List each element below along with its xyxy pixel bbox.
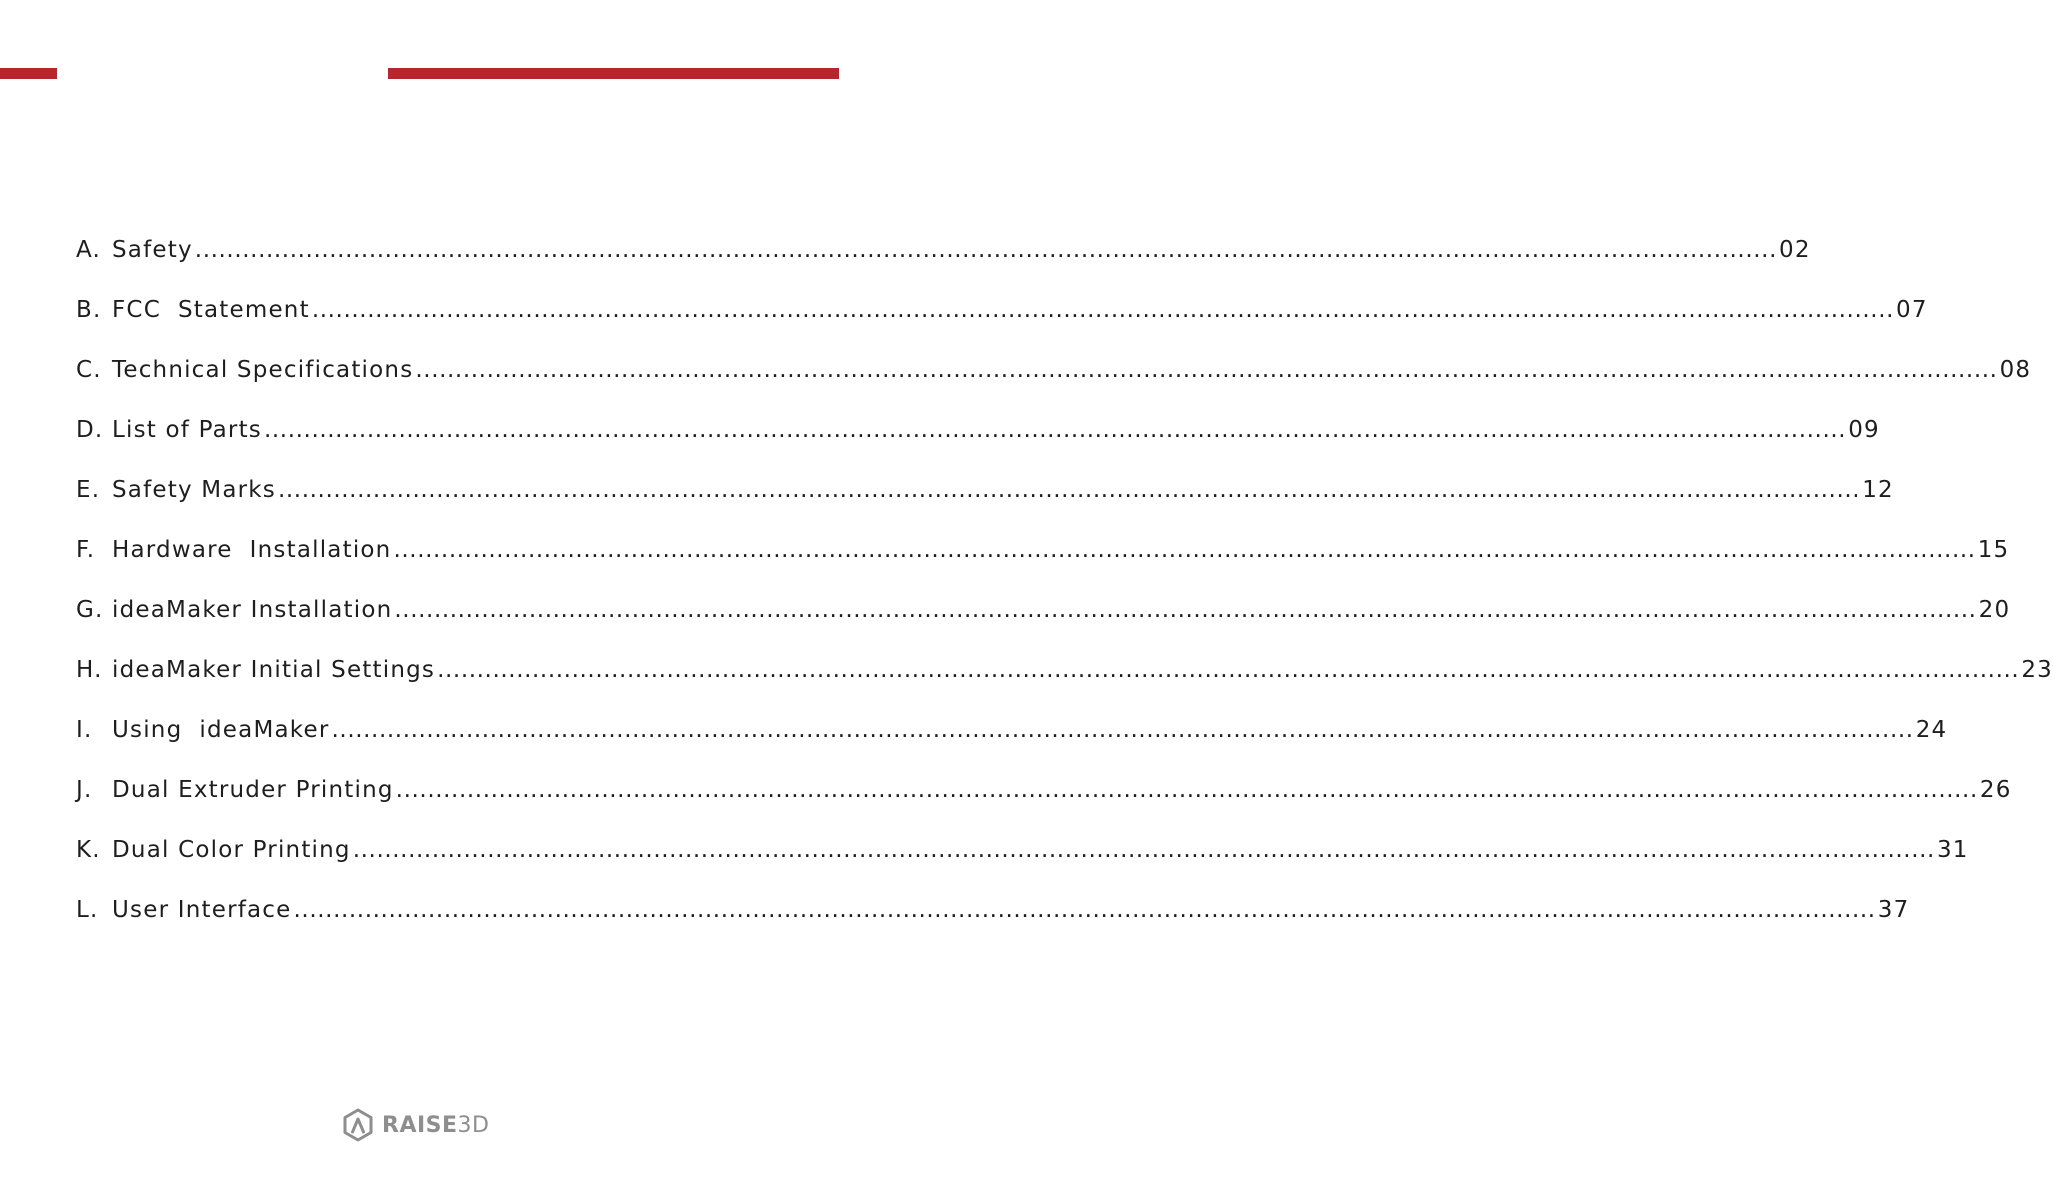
toc-entry-page-number: 08 (1999, 356, 2032, 383)
toc-entry-title: Hardware Installation (112, 536, 392, 563)
toc-dot-leader: ........................................................................................................................................................................................................ (415, 356, 1998, 383)
toc-entry[interactable] (76, 400, 1880, 460)
toc-entry-page-number: 37 (1877, 896, 1910, 923)
toc-entry-page-number: 09 (1848, 416, 1880, 443)
toc-entry-title: ideaMaker Installation (112, 596, 393, 623)
toc-entry[interactable] (76, 640, 2053, 700)
toc-entry-page-number: 23 (2021, 656, 2053, 683)
toc-entry-title: FCC Statement (112, 296, 310, 323)
brand-wordmark-bold: RAISE (382, 1112, 458, 1138)
toc-entry[interactable] (76, 580, 2011, 640)
toc-entry-page-number: 15 (1977, 536, 2010, 563)
header-accent-bar-right (388, 68, 839, 79)
toc-entry-title: Dual Color Printing (112, 836, 351, 863)
toc-entry[interactable] (76, 520, 2010, 580)
toc-dot-leader: ........................................................................................................................................................................................................ (395, 776, 1978, 803)
toc-entry[interactable] (76, 880, 1910, 940)
toc-entry[interactable] (76, 460, 1894, 520)
toc-entry-letter: D. (76, 416, 104, 443)
brand-wordmark-light: 3D (457, 1112, 490, 1138)
toc-dot-leader: ........................................................................................................................................................................................................ (194, 236, 1777, 263)
toc-entry-title: ideaMaker Initial Settings (112, 656, 436, 683)
toc-entry-title: User Interface (112, 896, 292, 923)
header-accent-bar-left (0, 68, 57, 79)
toc-entry-title: Safety Marks (112, 476, 276, 503)
toc-dot-leader: ........................................................................................................................................................................................................ (331, 716, 1914, 743)
toc-entry-letter: J. (76, 776, 93, 803)
toc-entry-letter: B. (76, 296, 102, 323)
toc-entry-letter: G. (76, 596, 104, 623)
toc-entry[interactable] (76, 820, 1969, 880)
toc-entry-letter: L. (76, 896, 99, 923)
toc-entry-page-number: 07 (1896, 296, 1928, 323)
toc-entry-title: Dual Extruder Printing (112, 776, 394, 803)
toc-entry-letter: E. (76, 476, 101, 503)
toc-dot-leader: ........................................................................................................................................................................................................ (293, 896, 1876, 923)
toc-entry-page-number: 24 (1915, 716, 1948, 743)
toc-entry-letter: F. (76, 536, 96, 563)
brand-logo (342, 1108, 489, 1142)
table-of-contents (76, 220, 2053, 940)
toc-entry-page-number: 02 (1779, 236, 1811, 263)
toc-entry-title: Technical Specifications (112, 356, 414, 383)
toc-entry-letter: H. (76, 656, 103, 683)
toc-dot-leader: ........................................................................................................................................................................................................ (352, 836, 1935, 863)
toc-entry-letter: I. (76, 716, 93, 743)
toc-dot-leader: ........................................................................................................................................................................................................ (437, 656, 2020, 683)
toc-dot-leader: ........................................................................................................................................................................................................ (263, 416, 1847, 443)
toc-entry-title: Using ideaMaker (112, 716, 330, 743)
toc-entry[interactable] (76, 280, 1928, 340)
toc-entry[interactable] (76, 700, 1948, 760)
toc-entry-title: List of Parts (112, 416, 262, 443)
raise3d-hexagon-icon (342, 1108, 374, 1142)
toc-entry-page-number: 26 (1979, 776, 2012, 803)
toc-dot-leader: ........................................................................................................................................................................................................ (394, 596, 1977, 623)
brand-wordmark (382, 1113, 489, 1138)
toc-entry-page-number: 12 (1862, 476, 1894, 503)
toc-entry-title: Safety (112, 236, 193, 263)
toc-entry-letter: A. (76, 236, 102, 263)
toc-entry-letter: K. (76, 836, 101, 863)
toc-dot-leader: ........................................................................................................................................................................................................ (277, 476, 1861, 503)
toc-entry[interactable] (76, 340, 2032, 400)
toc-entry[interactable] (76, 760, 2012, 820)
toc-dot-leader: ........................................................................................................................................................................................................ (311, 296, 1895, 323)
toc-entry-page-number: 31 (1936, 836, 1969, 863)
toc-dot-leader: ........................................................................................................................................................................................................ (393, 536, 1976, 563)
toc-entry[interactable] (76, 220, 1811, 280)
toc-entry-page-number: 20 (1978, 596, 2011, 623)
toc-entry-letter: C. (76, 356, 102, 383)
